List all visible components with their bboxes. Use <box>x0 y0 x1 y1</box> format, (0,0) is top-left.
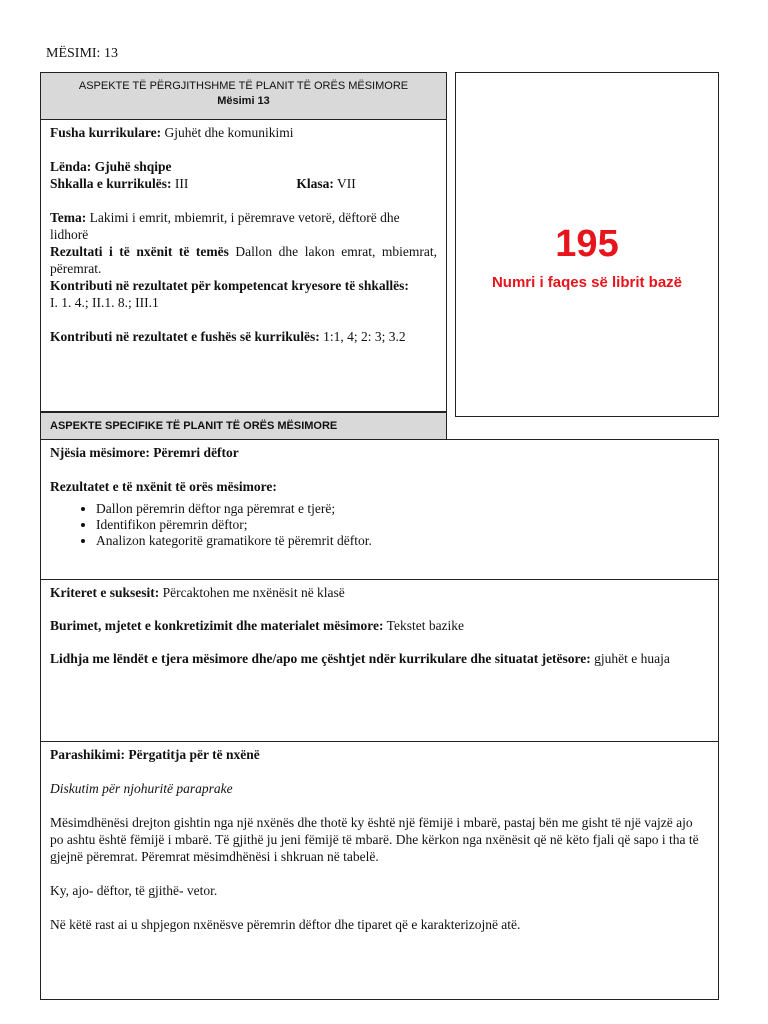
subject: Lënda: Gjuhë shqipe <box>50 159 172 174</box>
example-paragraph: Ky, ajo- dëftor, të gjithë- vetor. <box>50 883 218 898</box>
key-competences-values: I. 1. 4.; II.1. 8.; III.1 <box>50 295 159 310</box>
resources: Burimet, mjetet e konkretizimit dhe materialet mësimore: Tekstet bazike <box>50 618 465 633</box>
general-aspects-header <box>40 72 447 120</box>
curricular-field: Fusha kurrikulare: Gjuhët dhe komunikimi <box>50 125 294 140</box>
list-item: • Analizon kategoritë gramatikore të përemrit dëftor. <box>96 533 709 549</box>
success-criteria: Kriteret e suksesit: Përcaktohen me nxënësit në klasë <box>50 585 345 600</box>
topic-result: Rezultati i të nxënit të temës Dallon dhe lakon emrat, mbiemrat, përemrat. <box>50 244 437 276</box>
prior-knowledge-subtitle: Diskutim për njohuritë paraprake <box>50 781 233 796</box>
explanation-paragraph: Në këtë rast ai u shpjegon nxënësve përemrin dëftor dhe tiparet që e karakterizojnë atë. <box>50 917 521 932</box>
learning-outcomes-list <box>50 501 709 549</box>
list-item: • Identifikon përemrin dëftor; <box>96 517 709 533</box>
lesson-unit-section <box>40 439 719 580</box>
lesson-unit: Njësia mësimore: Përemri dëftor <box>50 445 239 460</box>
key-competences-contribution: Kontributi në rezultatet për kompetencat kryesore të shkallës: <box>50 278 409 293</box>
activity-paragraph: Mësimdhënësi drejton gishtin nga një nxënës dhe thotë ky është një fëmijë i mbarë, pastaj bën me gisht të një vajzë ajo po ashtu është fëmijë i mbarë. Të gjithë ju jeni fëmijë të mbarë. Dhe kërkon nga nxënësit që në këto fjali që sapo i tha të gjejnë përemrat. Përemrat mësimdhënësi i shkruan në tabelë. <box>50 815 699 864</box>
general-aspects-title: ASPEKTE TË PËRGJITHSHME TË PLANIT TË ORËS MËSIMORE <box>78 80 409 92</box>
textbook-page-box <box>455 72 719 417</box>
lesson-label: MËSIMI: 13 <box>46 46 118 61</box>
general-info-box <box>40 119 447 412</box>
specific-aspects-header: ASPEKTE SPECIFIKE TË PLANIT TË ORËS MËSIMORE <box>40 412 447 440</box>
subject-links: Lidhja me lëndët e tjera mësimore dhe/apo me çështjet ndër kurrikulare dhe situatat jetësore: gjuhët e huaja <box>50 651 670 666</box>
level-class: Shkalla e kurrikulës: III Klasa: VII <box>50 176 356 191</box>
criteria-resources-section <box>40 579 719 742</box>
topic: Tema: Lakimi i emrit, mbiemrit, i përemrave vetorë, dëftorë dhe lidhorë <box>50 210 400 242</box>
learning-outcomes-title: Rezultatet e të nxënit të orës mësimore: <box>50 479 277 494</box>
textbook-page-caption: Numri i faqes së librit bazë <box>491 274 683 291</box>
preparation-section <box>40 741 719 1000</box>
curriculum-field-contribution: Kontributi në rezultatet e fushës së kurrikulës: 1:1, 4; 2: 3; 3.2 <box>50 329 406 344</box>
list-item: • Dallon përemrin dëftor nga përemrat e tjerë; <box>96 501 709 517</box>
textbook-page-number: 195 <box>555 223 619 265</box>
lesson-number-title: Mësimi 13 <box>217 95 270 107</box>
preparation-title: Parashikimi: Përgatitja për të nxënë <box>50 747 260 762</box>
